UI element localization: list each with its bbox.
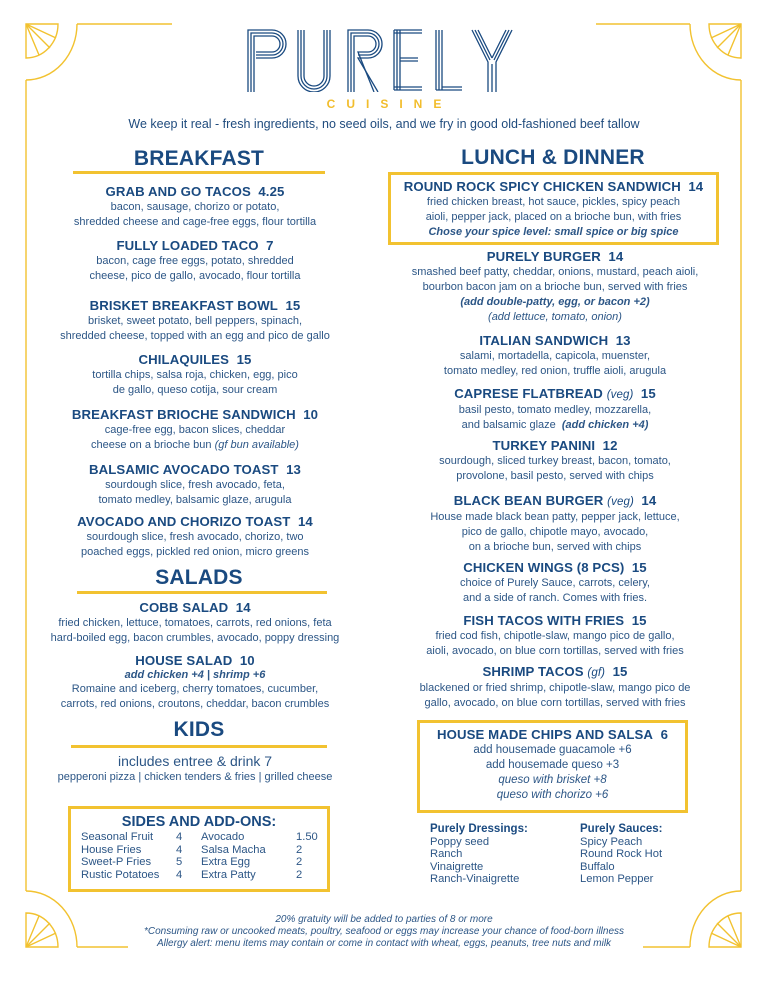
item-name: BLACK BEAN BURGER (veg) 14 — [453, 493, 657, 508]
consumption-warning: *Consuming raw or uncooked meats, poultry, seafood or eggs may increase your chance of food-born illness — [143, 926, 625, 937]
sauces-title: Purely Sauces: — [580, 823, 663, 835]
item-description: sourdough, sliced turkey breast, bacon, tomato, provolone, basil pesto, served with chips — [439, 455, 671, 482]
allergy-alert: Allergy alert: menu items may contain or come in contact with wheat, eggs, peanuts, tree nuts and milk — [156, 938, 612, 949]
item-description: House made black bean patty, pepper jack, lettuce, pico de gallo, chipotle mayo, avocado, on a brioche bun, served with chips — [430, 511, 680, 553]
item-description: choice of Purely Sauce, carrots, celery, and a side of ranch. Comes with fries. — [460, 577, 650, 604]
sauce-item: Lemon Pepper — [580, 873, 654, 885]
dressing-item: Poppy seed — [430, 835, 490, 848]
item-description: blackened or fried shrimp, chipotle-slaw, mango pico de gallo, avocado, on blue corn tortillas, served with fries — [419, 682, 691, 709]
logo-letter-r — [348, 30, 382, 92]
item-name: FISH TACOS WITH FRIES 15 — [463, 613, 647, 628]
item-description: tortilla chips, salsa roja, chicken, egg, pico de gallo, queso cotija, sour cream — [92, 369, 298, 396]
sides-title: SIDES AND ADD-ONS: — [121, 814, 277, 830]
menu-item — [35, 653, 355, 712]
section-rule-breakfast — [73, 171, 325, 174]
item-name: HOUSE MADE CHIPS AND SALSA 6 — [436, 727, 669, 742]
menu-item — [40, 298, 350, 344]
kids-menu — [35, 752, 355, 785]
footer-notes — [0, 914, 768, 950]
item-description: add housemade guacamole +6 add housemade queso +3 — [473, 744, 632, 771]
sauce-item: Spicy Peach — [580, 835, 643, 848]
purely-logo — [246, 28, 514, 92]
item-name: CHILAQUILES 15 — [138, 352, 252, 367]
logo-letter-p — [248, 30, 286, 92]
item-description: Romaine and iceberg, cherry tomatoes, cucumber, carrots, red onions, croutons, cheddar, bacon crumbles — [60, 683, 330, 710]
dressing-item: Ranch — [430, 848, 463, 860]
menu-item — [390, 386, 720, 433]
item-name: SHRIMP TACOS (gf) 15 — [482, 664, 628, 679]
dressings-title: Purely Dressings: — [430, 823, 528, 835]
featured-item-box — [388, 172, 719, 245]
item-name: BALSAMIC AVOCADO TOAST 13 — [89, 462, 301, 477]
menu-item — [40, 352, 350, 398]
section-rule-kids — [71, 745, 327, 748]
menu-item-chips — [420, 723, 685, 803]
item-name: BREAKFAST BRIOCHE SANDWICH 10 — [71, 407, 319, 422]
dressing-item: Vinaigrette — [430, 860, 484, 873]
item-name: GRAB AND GO TACOS 4.25 — [105, 184, 285, 199]
menu-item-featured — [391, 175, 716, 240]
chips-box — [417, 720, 688, 813]
menu-item — [390, 333, 720, 379]
menu-item — [40, 238, 350, 284]
menu-item — [40, 184, 350, 230]
menu-item — [390, 438, 720, 484]
item-addon: add chicken +4 | shrimp +6 — [124, 669, 266, 681]
section-title-salads: SALADS — [155, 566, 243, 589]
menu-item — [390, 249, 720, 325]
menu-item — [390, 493, 720, 555]
item-name: FULLY LOADED TACO 7 — [116, 238, 274, 253]
item-name: HOUSE SALAD 10 — [135, 653, 255, 668]
logo-letter-e — [394, 30, 422, 90]
item-description: fried chicken breast, hot sauce, pickles, spicy peach aioli, pepper jack, placed on a brioche bun, with fries — [425, 196, 682, 223]
kids-options: pepperoni pizza | chicken tenders & fries | grilled cheese — [57, 771, 333, 783]
item-name: COBB SALAD 14 — [139, 600, 251, 615]
item-name: ITALIAN SANDWICH 13 — [479, 333, 631, 348]
logo-subtitle: CUISINE — [326, 97, 453, 111]
item-name: CHICKEN WINGS (8 PCS) 15 — [463, 560, 647, 575]
logo-letter-y — [472, 30, 512, 92]
item-name: PURELY BURGER 14 — [486, 249, 624, 264]
gratuity-note: 20% gratuity will be added to parties of 8 or more — [275, 914, 493, 925]
item-name: BRISKET BREAKFAST BOWL 15 — [89, 298, 301, 313]
logo-letter-u — [298, 30, 330, 92]
item-description: smashed beef patty, cheddar, onions, mustard, peach aioli, bourbon bacon jam on a brioche bun, served with fries — [411, 266, 699, 293]
menu-item — [35, 600, 355, 646]
item-description: basil pesto, tomato medley, mozzarella, and balsamic glaze (add chicken +4) — [458, 404, 652, 431]
menu-item — [390, 664, 720, 711]
tagline: We keep it real - fresh ingredients, no seed oils, and we fry in good old-fashioned beef tallow — [128, 117, 640, 131]
section-title-breakfast: BREAKFAST — [133, 147, 265, 170]
item-description: cage-free egg, bacon slices, cheddar cheese on a brioche bun (gf bun available) — [91, 424, 299, 451]
item-description: sourdough slice, fresh avocado, feta, tomato medley, balsamic glaze, arugula — [98, 479, 292, 506]
item-name: AVOCADO AND CHORIZO TOAST 14 — [77, 514, 313, 529]
item-description: salami, mortadella, capicola, muenster, tomato medley, red onion, truffle aioli, arugula — [443, 350, 667, 377]
item-note: (add double-patty, egg, or bacon +2) — [460, 296, 650, 308]
menu-item — [390, 560, 720, 606]
section-rule-salads — [77, 591, 327, 594]
item-name: TURKEY PANINI 12 — [492, 438, 618, 453]
sauce-item: Round Rock Hot — [580, 848, 663, 860]
menu-item — [390, 613, 720, 659]
sauce-item: Buffalo — [580, 860, 615, 873]
item-note: (add lettuce, tomato, onion) — [488, 311, 622, 323]
item-description: bacon, sausage, chorizo or potato, shredded cheese and cage-free eggs, flour tortilla — [73, 201, 317, 228]
item-name: ROUND ROCK SPICY CHICKEN SANDWICH 14 — [403, 179, 704, 194]
item-note: queso with brisket +8 queso with chorizo +6 — [496, 774, 609, 801]
section-title-lunch-dinner: LUNCH & DINNER — [461, 146, 645, 169]
logo-letter-l — [436, 30, 462, 90]
dressing-item: Ranch-Vinaigrette — [430, 873, 520, 885]
kids-price-line: includes entree & drink 7 — [117, 753, 273, 769]
section-title-kids: KIDS — [173, 718, 225, 741]
sides-box — [68, 806, 330, 892]
item-description: fried chicken, lettuce, tomatoes, carrots, red onions, feta hard-boiled egg, bacon crumbles, avocado, poppy dressing — [50, 617, 340, 644]
menu-item — [40, 514, 350, 560]
item-description: brisket, sweet potato, bell peppers, spinach, shredded cheese, topped with an egg and pico de gallo — [60, 315, 330, 342]
dressings-list — [430, 823, 528, 886]
item-note: Chose your spice level: small spice or big spice — [428, 226, 679, 238]
item-description: bacon, cage free eggs, potato, shredded cheese, pico de gallo, avocado, flour tortilla — [89, 255, 301, 282]
sauces-list — [580, 823, 662, 886]
menu-item — [40, 462, 350, 508]
menu-item — [40, 407, 350, 453]
item-description: sourdough slice, fresh avocado, chorizo, two poached eggs, pickled red onion, micro greens — [80, 531, 310, 558]
sides-table: Seasonal Fruit 4 Avocado 1.50 House Fries 4 Salsa Macha 2 Sweet-P Fries 5 Extra Egg 2 Rustic Potatoes 4 Extra Patty 2 — [81, 831, 318, 881]
item-name: CAPRESE FLATBREAD (veg) 15 — [454, 386, 656, 401]
item-description: fried cod fish, chipotle-slaw, mango pico de gallo, aioli, avocado, on blue corn tortillas, served with fries — [426, 630, 684, 657]
